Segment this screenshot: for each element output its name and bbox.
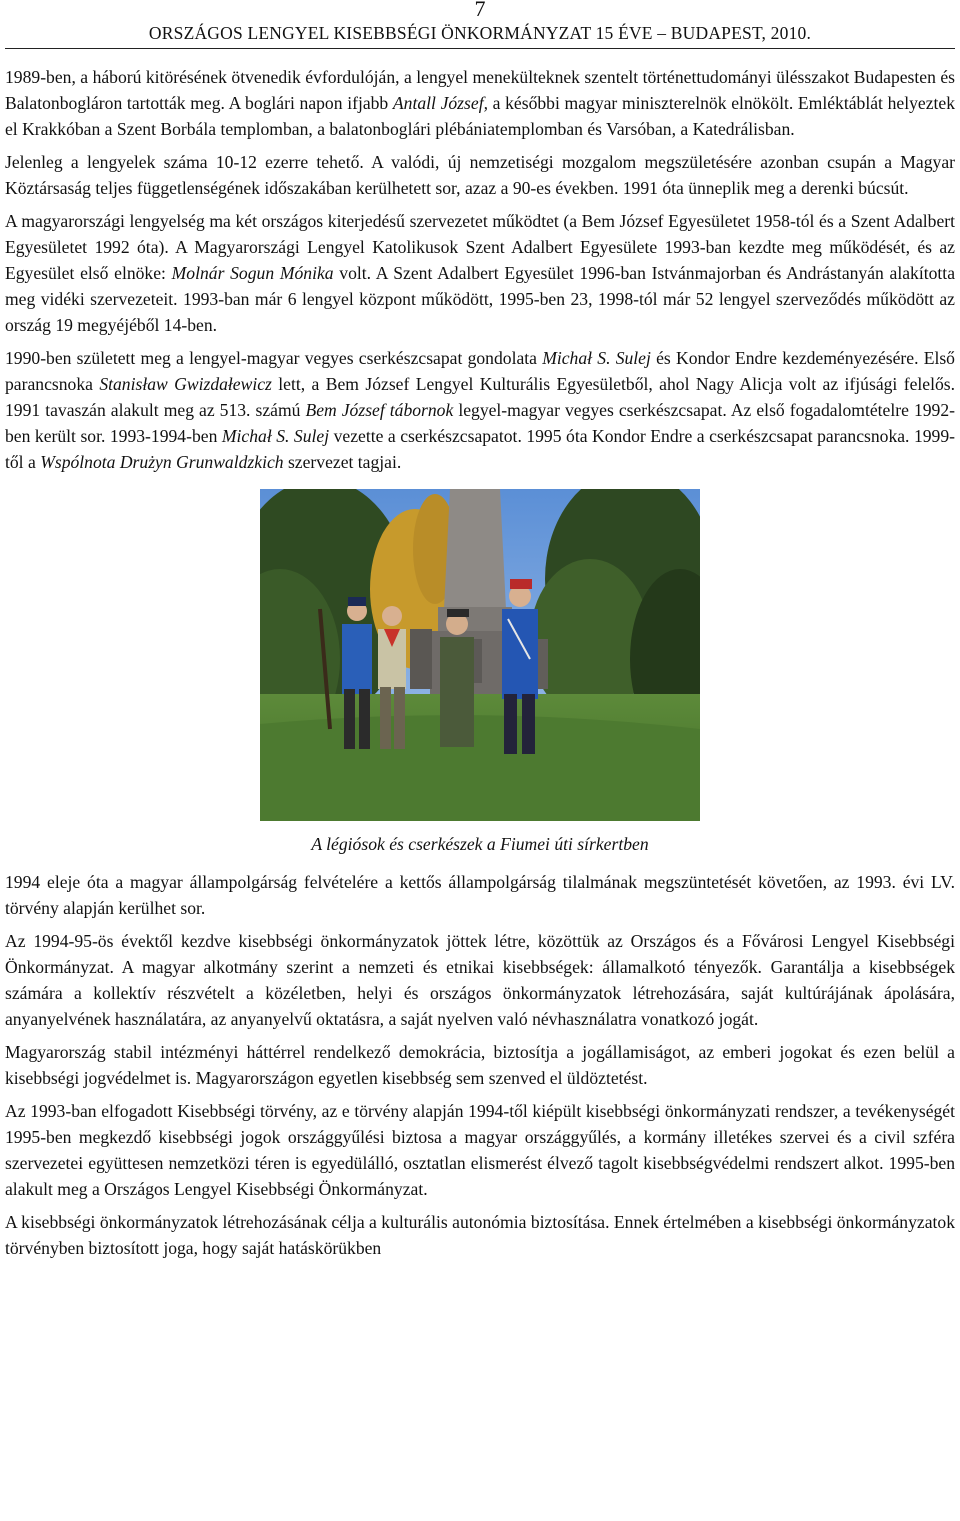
paragraph [5,149,955,201]
text-run: szervezet tagjai. [283,452,402,472]
figure-caption: A légiósok és cserkészek a Fiumei úti sírkertben [311,834,649,854]
italic-text: Bem József tábornok [305,400,454,420]
italic-text: Michał S. Sulej [221,426,330,446]
paragraph [5,928,955,1032]
text-run: a későbbi magyar miniszterelnök elnökölt. Emléktáblát helyeztek el Krakkóban a Szent Borbála templomban, a balatonboglári plébániatemplomban és Varsóban, a Katedrálisban. [5,93,955,139]
paragraphs-after-figure [5,869,955,1261]
italic-text: Wspólnota Drużyn Grunwaldzkich [40,452,284,472]
paragraph [5,64,955,142]
text-run: volt. A Szent Adalbert Egyesület 1996-ban Istvánmajorban és Andrástanyán alakította meg vidéki szervezeteit. 1993-ban már 6 lengyel központ működött, 1995-ben 23, 1998-tól már 52 lengyel szerveződés működött az ország 19 megyéjéből 14-ben. [5,263,955,335]
paragraph [5,345,955,475]
text-run: A magyarországi lengyelség ma két országos kiterjedésű szervezetet működtet (a Bem József Egyesületet 1958-tól és a Szent Adalbert Egyesületet 1992 óta). A Magyarországi Lengyel Katolikusok Szent Adalbert Egyesülete 1993-ban kezdte meg működését, és az Egyesület első elnöke: [5,211,955,283]
paragraphs-before-figure [5,64,955,475]
text-run: Jelenleg a lengyelek száma 10-12 ezerre tehető. A valódi, új nemzetiségi mozgalom megszületésére azonban csupán a Magyar Köztársaság teljes függetlenségének időszakában kerülhetett sor, azaz a 90-es években. 1991 óta ünneplik meg a derenki búcsút. [5,152,955,198]
text-run: Az 1994-95-ös évektől kezdve kisebbségi önkormányzatok jöttek létre, közöttük az Országos és a Fővárosi Lengyel Kisebbségi Önkormányzat. A magyar alkotmány szerint a nemzeti és etnikai kisebbségek: államalkotó tényezők. Garantálja a kisebbségek számára a kollektív részvételt a közéletben, helyi és országos önkormányzatok létrehozására, saját kultúrájának ápolására, anyanyelvének használatára, az anyanyelvű oktatásra, a saját nyelven való névhasználatra vonatkozó jogát. [5,931,955,1029]
paragraph [5,1209,955,1261]
text-run: és Kondor Endre kezdeményezésére. Első parancsnoka [5,348,955,394]
italic-text: Antall József, [392,93,488,113]
text-run: legyel-magyar vegyes cserkészcsapat. Az első fogadalomtételre 1992-ben került sor. 1993-1994-ben [5,400,955,446]
text-run: lett, a Bem József Lengyel Kulturális Egyesületből, ahol Nagy Alicja volt az ifjúsági felelős. 1991 tavaszán alakult meg az 513. számú [5,374,956,420]
paragraph [5,1039,955,1091]
text-run: A kisebbségi önkormányzatok létrehozásának célja a kulturális autonómia biztosítása. Ennek értelmében a kisebbségi önkormányzatok törvényben biztosított joga, hogy saját hatáskörükben [5,1212,955,1258]
text-run: vezette a cserkészcsapatot. 1995 óta Kondor Endre a cserkészcsapat parancsnoka. 1999-től a [5,426,955,472]
running-header: ORSZÁGOS LENGYEL KISEBBSÉGI ÖNKORMÁNYZAT 15 ÉVE – BUDAPEST, 2010. [148,23,812,43]
paragraph [5,208,955,338]
main-content [5,64,955,1268]
header-rule [5,48,955,49]
italic-text: Molnár Sogun Mónika [171,263,334,283]
text-run: 1990-ben született meg a lengyel-magyar vegyes cserkészcsapat gondolata [5,348,543,368]
text-run: 1994 eleje óta a magyar állampolgárság felvételére a kettős állampolgárság tilalmának megszüntetését követően, az 1993. évi LV. törvény alapján kerülhet sor. [5,872,955,918]
page-number: 7 [474,0,486,21]
italic-text: Stanisław Gwizdałewicz [99,374,272,394]
photo-legionnaires-and-scouts [260,489,700,821]
paragraph [5,869,955,921]
paragraph [5,1098,955,1202]
text-run: Az 1993-ban elfogadott Kisebbségi törvény, az e törvény alapján 1994-től kiépült kisebbségi önkormányzati rendszer, a tevékenységét 1995-ben megkezdő kisebbségi jogok országgyűlési biztosa a magyar országgyűlés, a kormány illetékes szervei és a civil szféra szervezetei együttesen nemzetközi téren is egyedülálló, osztatlan elismerést élvező tagolt kisebbségvédelmi rendszert alkot. 1995-ben alakult meg a Országos Lengyel Kisebbségi Önkormányzat. [5,1101,955,1199]
text-run: 1989-ben, a háború kitörésének ötvenedik évfordulóján, a lengyel menekülteknek szentelt történettudományi ülésszakot Budapesten és Balatonbogláron tartották meg. A boglári napon ifjabb [5,67,955,113]
text-run: Magyarország stabil intézményi háttérrel rendelkező demokrácia, biztosítja a jogállamiságot, az emberi jogokat és ezen belül a kisebbségi jogvédelmet is. Magyarországon egyetlen kisebbség sem szenved el üldöztetést. [5,1042,955,1088]
italic-text: Michał S. Sulej [542,348,651,368]
